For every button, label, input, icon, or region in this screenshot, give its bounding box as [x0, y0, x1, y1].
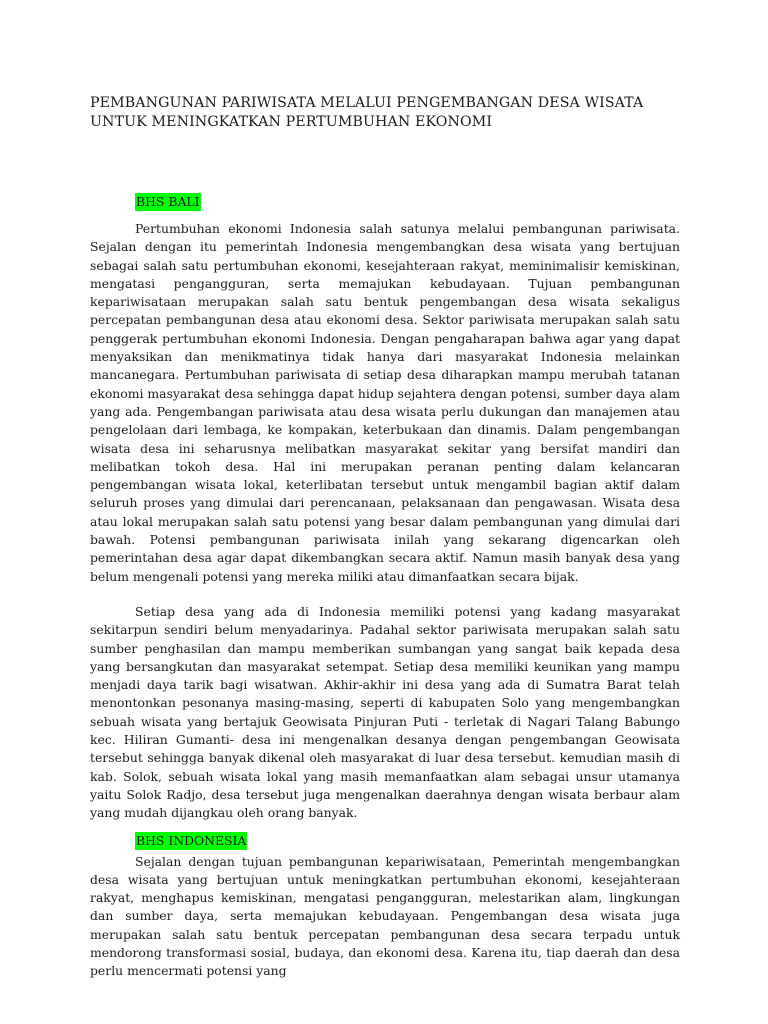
document-title: PEMBANGUNAN PARIWISATA MELALUI PENGEMBANGAN DESA WISATA UNTUK MENINGKATKAN PERTUMBUHAN EKONOMI [90, 95, 644, 130]
section-heading-bhs-indonesia: BHS INDONESIA [136, 832, 247, 848]
paragraph: Sejalan dengan tujuan pembangunan kepariwisataan, Pemerintah mengembangkan desa wisata yang bertujuan untuk meningkatkan pertumbuhan ekonomi, kesejahteraan rakyat, menghapus kemiskinan, mengatasi pengangguran, melestarikan alam, lingkungan dan sumber daya, serta memajukan kebudayaan. Pengembangan desa wisata juga merupakan salah satu bentuk percepatan pembangunan desa secara terpadu untuk mendorong transformasi sosial, budaya, dan ekonomi desa. Karena itu, tiap daerah dan desa perlu mencermati potensi yang [90, 853, 680, 979]
section-bhs-indonesia [90, 823, 680, 981]
paragraph: Setiap desa yang ada di Indonesia memiliki potensi yang kadang masyarakat sekitarpun sendiri belum menyadarinya. Padahal sektor pariwisata merupakan salah satu sumber penghasilan dan mampu memberikan sumbangan yang sangat baik kepada desa yang bersangkutan dan masyarakat setempat. Setiap desa memiliki keunikan yang mampu menjadi daya tarik bagi wisatwan. Akhir-akhir ini desa yang ada di Sumatra Barat telah menontonkan pesonanya masing-masing, seperti di kabupaten Solo yang mengembangkan sebuah wisata yang bertajuk Geowisata Pinjuran Puti - terletak di Nagari Talang Babungo kec. Hiliran Gumanti- desa ini mengenalkan desanya dengan pengembangan Geowisata tersebut sehingga banyak dikenal oleh masyarakat di luar desa tersebut. kemudian masih di kab. Solok, sebuah wisata lokal yang masih memanfaatkan alam sebagai unsur utamanya yaitu Solok Radjo, desa tersebut juga mengenalkan daerahnya dengan wisata berbaur alam yang mudah dijangkau oleh orang banyak. [90, 603, 680, 821]
section-heading-bhs-bali: BHS BALI [136, 194, 200, 209]
paragraph: Pertumbuhan ekonomi Indonesia salah satunya melalui pembangunan pariwisata. Sejalan dengan itu pemerintah Indonesia mengembangkan desa wisata yang bertujuan sebagai salah satu pertumbuhan ekonomi, kesejahteraan rakyat, meminimalisir kemiskinan, mengatasi pengangguran, serta memajukan kebudayaan. Tujuan pembangunan kepariwisataan merupakan salah satu bentuk pengembangan desa wisata sekaligus percepatan pembangunan desa atau ekonomi desa. Sektor pariwisata merupakan salah satu penggerak pertumbuhan ekonomi Indonesia. Dengan pengaharapan bahwa agar yang dapat menyaksikan dan menikmatinya tidak hanya dari masyarakat Indonesia melainkan mancanegara. Pertumbuhan pariwisata di setiap desa diharapkan mampu merubah tatanan ekonomi masyarakat desa sehingga dapat hidup sejahtera dengan potensi, sumber daya alam yang ada. Pengembangan pariwisata atau desa wisata perlu dukungan dan manajemen atau pengelolaan dari lembaga, ke kompakan, keterbukaan dan dinamis. Dalam pengembangan wisata desa ini seharusnya melibatkan masyarakat sekitar yang bersifat mandiri dan melibatkan tokoh desa. Hal ini merupakan peranan penting dalam kelancaran pengembangan wisata lokal, keterlibatan tersebut untuk mengambil bagian aktif dalam seluruh proses yang dimulai dari perencanaan, pelaksanaan dan pengawasan. Wisata desa atau lokal merupakan salah satu potensi yang besar dalam pembangunan yang dimulai dari bawah. Potensi pembangunan pariwisata inilah yang sekarang digencarkan oleh pemerintahan desa agar dapat dikembangkan secara aktif. Namun masih banyak desa yang belum mengenali potensi yang mereka miliki atau dimanfaatkan secara bijak. [90, 221, 680, 584]
document-page [90, 94, 680, 981]
section-bhs-bali [90, 132, 680, 823]
